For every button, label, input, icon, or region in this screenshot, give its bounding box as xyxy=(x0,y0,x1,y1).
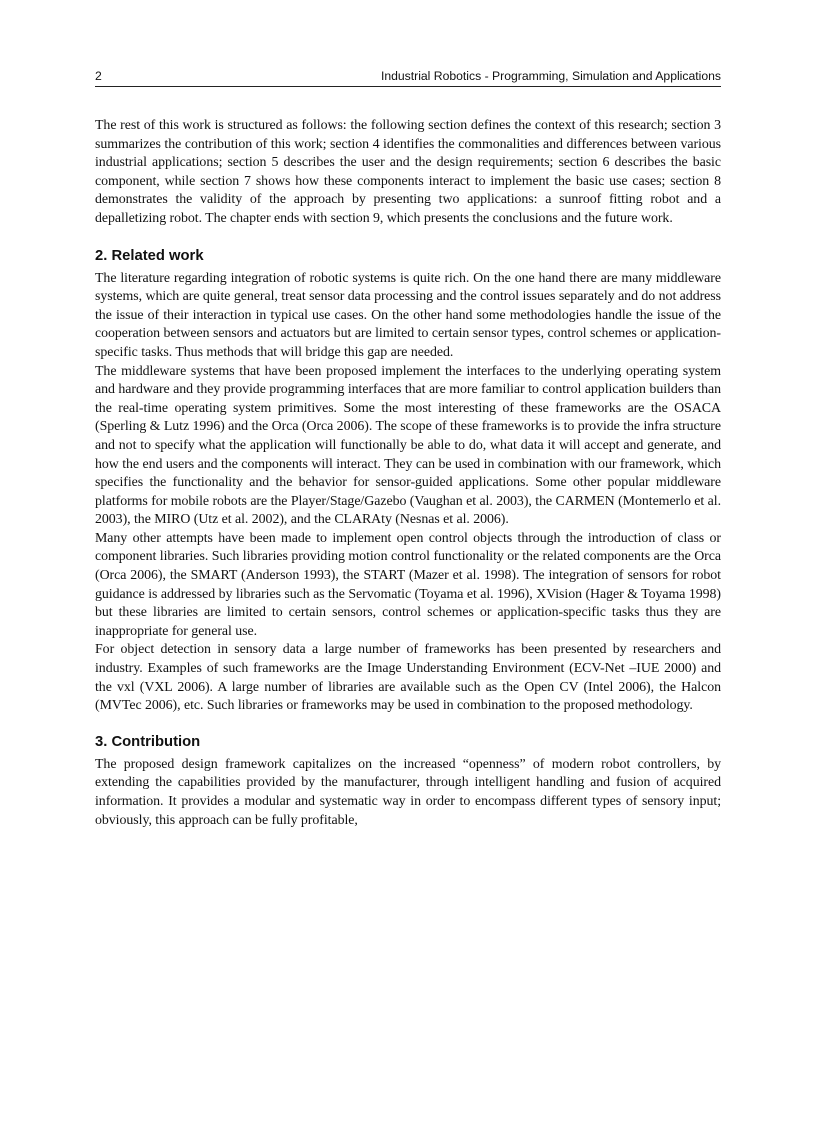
intro-paragraph: The rest of this work is structured as follows: the following section defines the context of this research; section 3 summarizes the contribution of this work; section 4 identifies the commonalities and differences between various industrial applications; section 5 describes the user and the design requirements; section 6 describes the basic component, while section 7 shows how these components interact to implement the basic use cases; section 8 demonstrates the validity of the approach by presenting two applications: a sunroof fitting robot and a depalletizing robot. The chapter ends with section 9, which presents the conclusions and the future work. xyxy=(95,118,721,226)
related-work-paragraph-1: The literature regarding integration of robotic systems is quite rich. On the one hand there are many middleware systems, which are quite general, treat sensor data processing and the control issues separately and do not address the issue of their interaction in typical use cases. On the other hand some methodologies handle the issue of the cooperation between sensors and actuators but are limited to certain sensor types, control schemes or application-specific tasks. Thus methods that will bridge this gap are needed. xyxy=(95,270,721,360)
running-header xyxy=(95,69,721,87)
book-title: Industrial Robotics - Programming, Simulation and Applications xyxy=(380,69,721,83)
related-work-paragraph-3: Many other attempts have been made to implement open control objects through the introduction of class or component libraries. Such libraries providing motion control functionality or the related components are the Orca (Orca 2006), the SMART (Anderson 1993), the START (Mazer et al. 1998). The integration of sensors for robot guidance is addressed by libraries such as the Servomatic (Toyama et al. 1996), XVision (Hager & Toyama 1998) but these libraries are limited to certain sensors, control schemes or application-specific tasks thus they are inappropriate for general use. xyxy=(95,530,721,639)
section-heading-contribution: 3. Contribution xyxy=(95,733,201,750)
body-text xyxy=(95,117,721,830)
related-work-paragraph-4: For object detection in sensory data a large number of frameworks has been presented by researchers and industry. Examples of such frameworks are the Image Understanding Environment (ECV-Net –IUE 2000) and the vxl (VXL 2006). A large number of libraries are available such as the Open CV (Intel 2006), the Halcon (MVTec 2006), etc. Such libraries or frameworks may be used in combination to the proposed methodology. xyxy=(95,642,721,714)
related-work-paragraph-2: The middleware systems that have been proposed implement the interfaces to the underlying operating system and hardware and they provide programming interfaces that are more familiar to control application builders than the real-time operating system primitives. Some the most interesting of these frameworks are the OSACA (Sperling & Lutz 1996) and the Orca (Orca 2006). The scope of these frameworks is to provide the infra structure and not to specify what the application will functionally be able to do, what data it will accept and generate, and how the end users and the components will interact. They can be used in combination with our framework, which specifies the functionality and the behavior for sensor-guided applications. Some other popular middleware platforms for mobile robots are the Player/Stage/Gazebo (Vaughan et al. 2003), the CARMEN (Montemerlo et al. 2003), the MIRO (Utz et al. 2002), and the CLARAty (Nesnas et al. 2006). xyxy=(95,363,721,528)
section-heading-related-work: 2. Related work xyxy=(95,247,204,264)
contribution-paragraph: The proposed design framework capitalizes on the increased “openness” of modern robot controllers, by extending the capabilities provided by the manufacturer, through intelligent handling and fusion of acquired information. It provides a modular and systematic way in order to encompass different types of sensory input; obviously, this approach can be fully profitable, xyxy=(95,756,721,828)
page-number: 2 xyxy=(95,69,102,83)
